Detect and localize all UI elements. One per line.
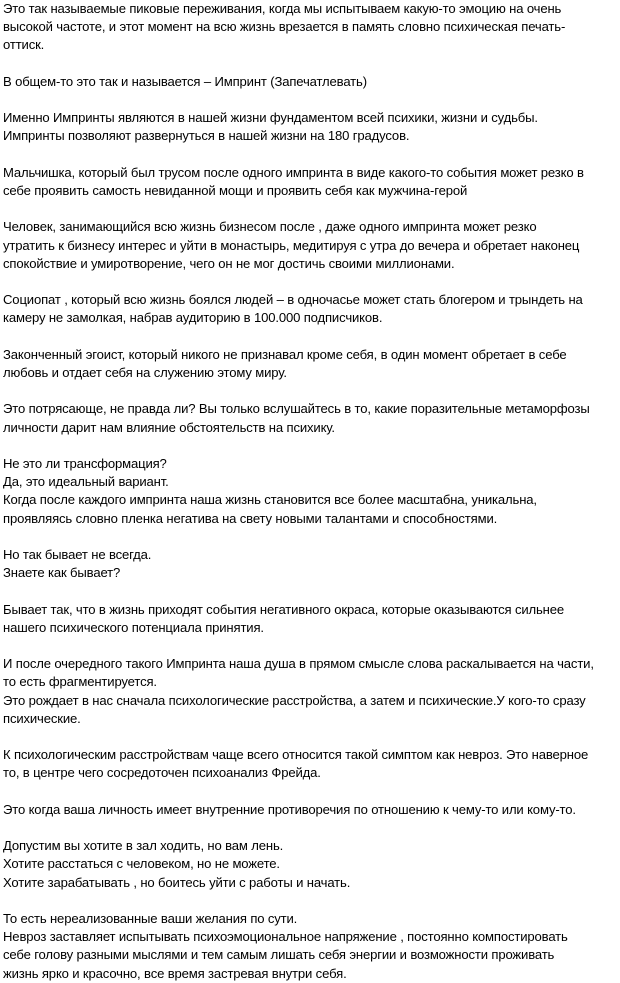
text-line: Импринты позволяют развернуться в нашей жизни на 180 градусов. [3, 128, 410, 144]
text-line: Это рождает в нас сначала психологические расстройства, а затем и психические.У кого-то сразу [3, 692, 586, 708]
text-line: Хотите расстаться с человеком, но не можете. [3, 856, 280, 872]
text-line: К психологическим расстройствам чаще всего относится такой симптом как невроз. Это наверное [3, 747, 589, 763]
text-line: оттиск. [3, 37, 45, 53]
paragraph-3 [3, 109, 618, 145]
text-line: Законченный эгоист, который никого не признавал кроме себя, в один момент обретает в себе [3, 346, 567, 362]
text-line: Именно Импринты являются в нашей жизни фундаментом всей психики, жизни и судьбы. [3, 110, 538, 126]
paragraph-1 [3, 0, 618, 55]
text-line: Это потрясающе, не правда ли? Вы только вслушайтесь в то, какие поразительные метаморфозы [3, 401, 590, 417]
text-line: себе голову разными мыслями и тем самым лишать себя энергии и возможности проживать [3, 947, 555, 963]
text-line: психические. [3, 710, 81, 726]
text-line: то есть фрагментируется. [3, 674, 157, 690]
text-line: Хотите зарабатывать , но боитесь уйти с работы и начать. [3, 874, 351, 890]
paragraph-8 [3, 400, 618, 436]
text-line: Допустим вы хотите в зал ходить, но вам лень. [3, 838, 284, 854]
text-line: И после очередного такого Импринта наша душа в прямом смысле слова раскалывается на части, [3, 656, 594, 672]
paragraph-2 [3, 73, 618, 91]
text-line: Когда после каждого импринта наша жизнь становится все более масштабна, уникальна, [3, 492, 537, 508]
text-line: Знаете как бывает? [3, 565, 121, 581]
text-line: личности дарит нам влияние обстоятельств на психику. [3, 419, 335, 435]
text-line: то, в центре чего сосредоточен психоанализ Фрейда. [3, 765, 321, 781]
text-line: Это так называемые пиковые переживания, когда мы испытываем какую-то эмоцию на очень [3, 1, 562, 16]
text-line: Это когда ваша личность имеет внутренние противоречия по отношению к чему-то или кому-то. [3, 801, 576, 817]
text-line: Но так бывает не всегда. [3, 546, 152, 562]
text-line: Да, это идеальный вариант. [3, 474, 169, 490]
paragraph-9 [3, 455, 618, 528]
paragraph-11 [3, 601, 618, 637]
text-line: любовь и отдает себя на служению этому миру. [3, 364, 287, 380]
paragraph-14 [3, 801, 618, 819]
text-line: То есть нереализованные ваши желания по сути. [3, 910, 298, 926]
text-line: высокой частоте, и этот момент на всю жизнь врезается в память словно психическая печать- [3, 19, 566, 35]
text-line: спокойствие и умиротворение, чего он не мог достичь своими миллионами. [3, 255, 455, 271]
text-line: Не это ли трансформация? [3, 455, 167, 471]
paragraph-5 [3, 218, 618, 273]
text-line: нашего психического потенциала принятия. [3, 619, 264, 635]
paragraph-12 [3, 655, 618, 728]
paragraph-16 [3, 910, 618, 983]
text-line: Невроз заставляет испытывать психоэмоциональное напряжение , постоянно компостировать [3, 929, 568, 945]
text-line: В общем-то это так и называется – Импринт (Запечатлевать) [3, 73, 367, 89]
paragraph-10 [3, 546, 618, 582]
paragraph-13 [3, 746, 618, 782]
text-line: Человек, занимающийся всю жизнь бизнесом после , даже одного импринта может резко [3, 219, 537, 235]
text-line: Мальчишка, который был трусом после одного импринта в виде какого-то события может резко в [3, 164, 584, 180]
paragraph-15 [3, 837, 618, 892]
text-line: Социопат , который всю жизнь боялся людей – в одночасье может стать блогером и трындеть на [3, 292, 583, 308]
text-line: камеру не замолкая, набрав аудиторию в 100.000 подписчиков. [3, 310, 383, 326]
text-line: жизнь ярко и красочно, все время застревая внутри себя. [3, 965, 347, 981]
text-line: Бывает так, что в жизнь приходят события негативного окраса, которые оказываются сильнее [3, 601, 565, 617]
paragraph-7 [3, 346, 618, 382]
text-line: утратить к бизнесу интерес и уйти в монастырь, медитируя с утра до вечера и обретает наконец [3, 237, 580, 253]
paragraph-4 [3, 164, 618, 200]
text-line: себе проявить самость невиданной мощи и проявить себя как мужчина-герой [3, 182, 468, 198]
text-line: проявляясь словно пленка негатива на свету новыми талантами и способностями. [3, 510, 498, 526]
paragraph-6 [3, 291, 618, 327]
